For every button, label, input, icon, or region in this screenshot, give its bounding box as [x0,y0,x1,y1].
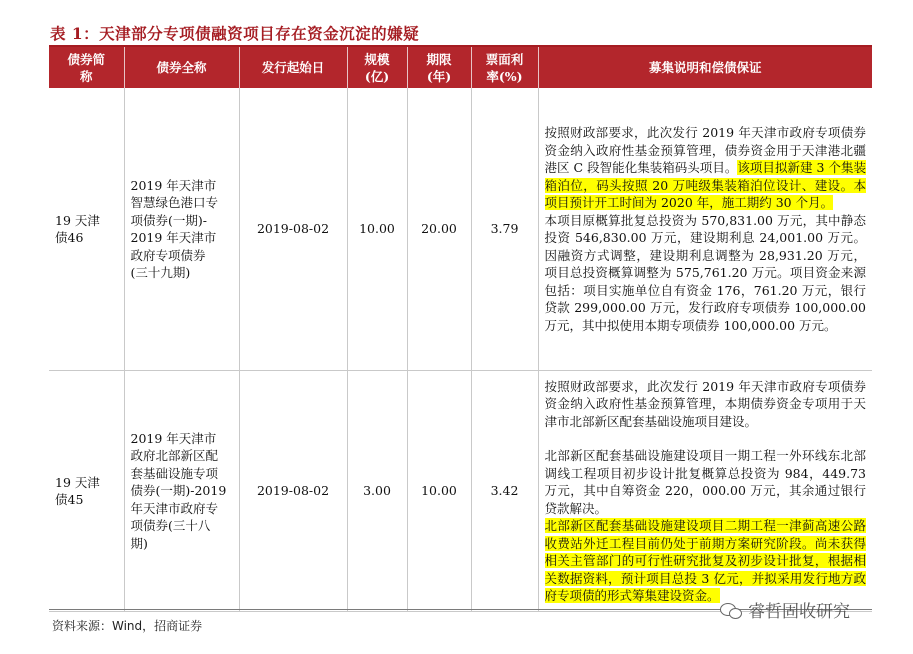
cell-full-name [124,88,239,371]
table-header-row [49,47,872,88]
source-note: 资料来源：Wind，招商证券 [52,619,203,633]
table-title: 表 1：天津部分专项债融资项目存在资金沉淀的嫌疑 [50,24,420,43]
col-header-size-line2: (亿) [364,68,390,84]
watermark-text: 睿哲固收研究 [748,602,850,622]
description-paragraph [545,517,867,605]
col-header-size [347,47,407,88]
col-header-coupon-rate [471,47,538,88]
cell-full-name [124,371,239,612]
full-name-line: 项债券(三十八 [130,518,211,534]
table-row [49,88,872,371]
description-text: 按照财政部要求，此次发行 2019 年天津市政府专项债券资金纳入政府性基金预算管理，债券资金用于天津港北疆港区 C 段智能化集装箱码头项目。 [544,125,866,175]
short-name-line: 19 天津 [55,212,100,228]
col-header-term-line1: 期限 [426,51,452,67]
short-name-line: 债45 [55,492,84,507]
watermark [720,597,850,622]
full-name-line: 政府北部新区配 [130,448,219,464]
description-paragraph: 按照财政部要求，此次发行 2019 年天津市政府专项债券资金纳入政府性基金预算管理，本期债券资金专项用于天津市北部新区配套基础设施项目建设。 [544,378,866,429]
col-header-short-line2: 称 [79,68,93,84]
full-name-line: 债券(一期)-2019 [130,483,227,499]
full-name-line: 期) [130,535,148,551]
col-header-term [407,47,471,88]
col-header-issue-date: 发行起始日 [239,47,347,88]
col-header-rate-line1: 票面利 [485,51,524,67]
cell-coupon-rate: 3.79 [471,88,538,371]
full-name-line: 智慧绿色港口专 [130,195,219,210]
col-header-description: 募集说明和偿债保证 [538,47,872,88]
cell-size: 10.00 [347,88,407,371]
cell-term: 20.00 [407,88,471,371]
full-name-line: 项债券(一期)- [130,212,207,228]
short-name-line: 19 天津 [55,474,100,490]
col-header-term-line2: (年) [426,68,452,84]
full-name-line: 政府专项债券 [130,247,206,263]
cell-description [538,371,872,612]
wechat-icon [720,601,742,619]
full-name-line: 2019 年天津市 [130,230,217,245]
cell-short-name [49,88,124,371]
col-header-size-line1: 规模 [364,51,390,67]
cell-coupon-rate: 3.42 [471,371,538,612]
full-name-line: 年天津市政府专 [130,500,219,516]
cell-description [538,88,872,371]
col-header-short-line1: 债券简 [67,51,105,67]
cell-short-name [49,371,124,612]
cell-size: 3.00 [347,371,407,612]
full-name-line: (三十九期) [130,265,191,280]
full-name-line: 套基础设施专项 [130,465,219,481]
paragraph-gap [545,430,867,447]
highlighted-text: 该项目拟新建 3 个集装箱泊位，码头按照 20 万吨级集装箱泊位设计、建设。本项目预计开工时间为 2020 年，施工期约 30 个月。 [544,160,866,210]
cell-issue-date: 2019-08-02 [239,371,347,612]
full-name-line: 2019 年天津市 [130,430,217,446]
col-header-full-name: 债券全称 [124,47,239,88]
description-paragraph [545,124,867,212]
cell-issue-date: 2019-08-02 [239,88,347,371]
description-paragraph: 本项目原概算批复总投资为 570,831.00 万元，其中静态投资 546,830.00 万元，建设期利息 24,001.00 万元。因融资方式调整，建设期利息调整为 28,931.20 万元，项目总投资概算调整为 575,761.20 万元。项目资金来源包括：项目实施单位自有资金 176，761.20 万元，银行贷款 299,000.00 万元，发行政府专项债券 100,000.00 万元，其中拟使用本期专项债券 100,000.00 万元。 [544,212,866,333]
col-header-short-name [49,47,124,88]
col-header-rate-line2: 率(%) [486,68,523,84]
description-paragraph: 北部新区配套基础设施建设项目一期工程一外环线东北部调线工程项目初步设计批复概算总投资为 984，449.73 万元，其中自筹资金 220，000.00 万元，其余通过银行贷款解决。 [544,448,866,516]
full-name-line: 2019 年天津市 [130,177,217,193]
table-row [49,371,872,612]
cell-term: 10.00 [407,371,471,612]
short-name-line: 债46 [55,230,84,245]
bond-table [49,47,872,612]
highlighted-text: 北部新区配套基础设施建设项目二期工程一津蓟高速公路收费站外迁工程目前仍处于前期方案研究阶段。尚未获得相关主管部门的可行性研究批复及初步设计批复，根据相关数据资料，预计项目总投 3 亿元，并拟采用发行地方政府专项债的形式筹集建设资金。 [544,518,866,603]
